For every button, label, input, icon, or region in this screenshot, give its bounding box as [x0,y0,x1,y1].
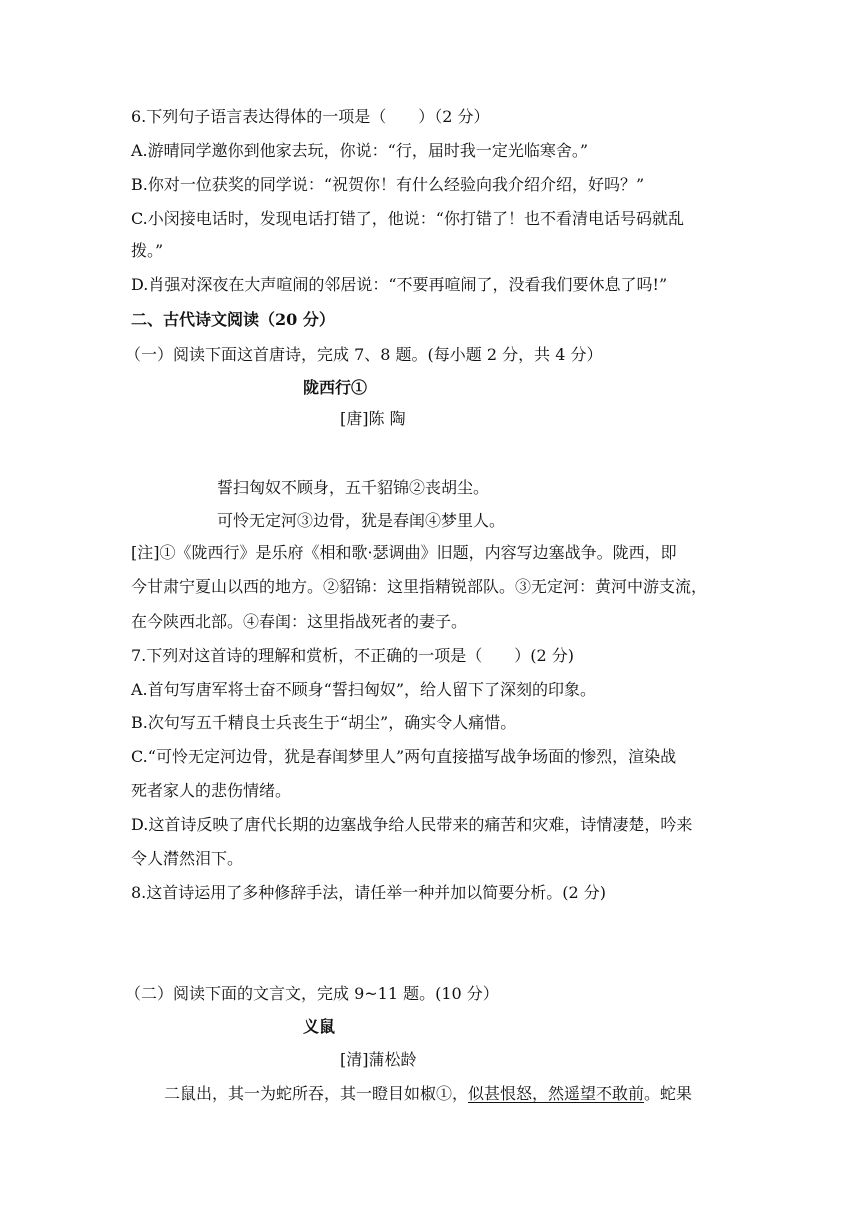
prose-paragraph [164,1084,692,1104]
poem-note-line1: [注]①《陇西行》是乐府《相和歌·瑟调曲》旧题，内容写边塞战争。陇西，即 [131,543,677,562]
q6-option-b: B.你对一位获奖的同学说：“祝贺你！有什么经验向我介绍介绍，好吗？” [131,175,645,194]
q6-option-c-line1: C.小闵接电话时，发现电话打错了，他说：“你打错了！也不看清电话号码就乱 [131,209,684,228]
poem-author: [唐]陈 陶 [340,409,406,428]
q7-stem: 7.下列对这首诗的理解和赏析，不正确的一项是（ ）(2 分) [131,646,575,665]
prose-author: [清]蒲松龄 [340,1050,417,1069]
part2-intro: （二）阅读下面的文言文，完成 9~11 题。(10 分） [125,984,499,1003]
poem-line2: 可怜无定河③边骨，犹是春闺④梦里人。 [217,511,506,530]
q7-option-c-line1: C.“可怜无定河边骨，犹是春闺梦里人”两句直接描写战争场面的惨烈，渲染战 [131,747,677,766]
q7-option-d-line2: 令人潸然泪下。 [131,849,244,868]
poem-line1: 誓扫匈奴不顾身，五千貂锦②丧胡尘。 [217,478,490,497]
q6-option-a: A.游晴同学邀你到他家去玩，你说：“行，届时我一定光临寒舍。” [131,141,589,160]
q8-stem: 8.这首诗运用了多种修辞手法，请任举一种并加以简要分析。(2 分) [131,883,607,902]
q6-option-d: D.肖强对深夜在大声喧闹的邻居说：“不要再喧闹了，没看我们要休息了吗!” [131,275,668,294]
q7-option-c-line2: 死者家人的悲伤情绪。 [131,781,292,800]
prose-underlined-phrase: 似甚恨怒，然遥望不敢前 [468,1084,645,1103]
poem-title: 陇西行① [303,378,368,397]
prose-text-end: 。蛇果 [644,1084,693,1103]
part1-intro: （一）阅读下面这首唐诗，完成 7、8 题。(每小题 2 分，共 4 分） [125,345,603,364]
q7-option-d-line1: D.这首诗反映了唐代长期的边塞战争给人民带来的痛苦和灾难，诗情凄楚，吟来 [131,815,693,834]
poem-note-line3: 在今陕西北部。④春闺：这里指战死者的妻子。 [131,612,468,631]
q7-option-a: A.首句写唐军将士奋不顾身“誓扫匈奴”，给人留下了深刻的印象。 [131,680,597,699]
q7-option-b: B.次句写五千精良士兵丧生于“胡尘”，确实令人痛惜。 [131,713,517,732]
prose-text-start: 二鼠出，其一为蛇所吞，其一瞪目如椒①， [164,1084,469,1103]
prose-title: 义鼠 [303,1017,336,1036]
q6-option-c-line2: 拨。” [131,241,164,260]
section2-heading: 二、古代诗文阅读（20 分） [131,310,335,329]
poem-note-line2: 今甘肃宁夏山以西的地方。②貂锦：这里指精锐部队。③无定河：黄河中游支流， [131,577,708,596]
q6-stem: 6.下列句子语言表达得体的一项是（ ）（2 分） [131,107,490,126]
